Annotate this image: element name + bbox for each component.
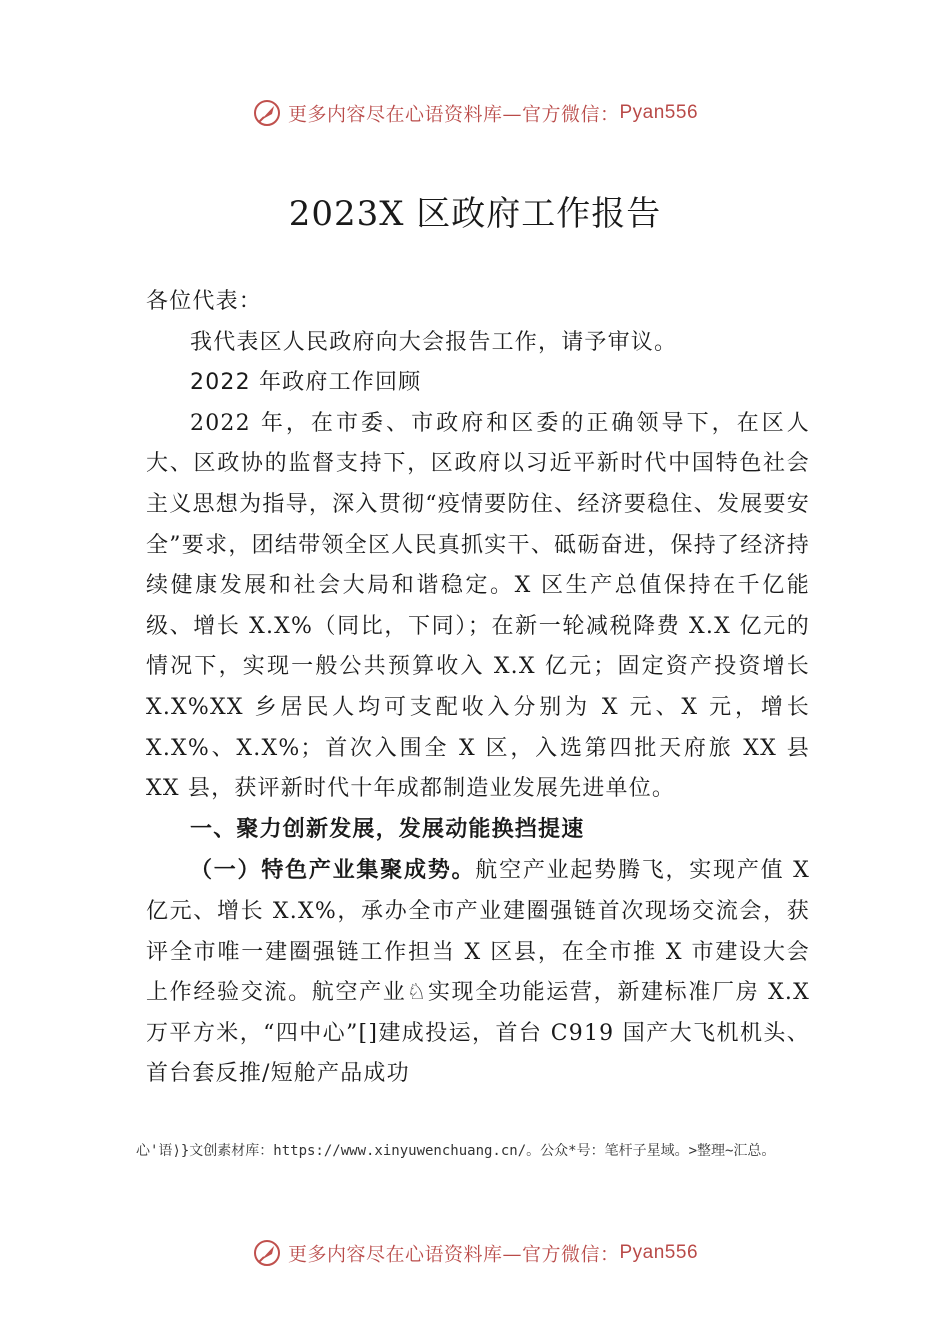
quill-logo-icon bbox=[252, 98, 282, 128]
quill-logo-icon bbox=[252, 1238, 282, 1268]
review-paragraph: 2022 年，在市委、市政府和区委的正确领导下，在区人大、区政协的监督支持下，区政府以习近平新时代中国特色社会主义思想为指导，深入贯彻“疫情要防住、经济要稳住、发展要安全”要求，团结带领全区人民真抓实干、砥砺奋进，保持了经济持续健康发展和社会大局和谐稳定。X 区生产总值保持在千亿能级、增长 X.X%（同比，下同）；在新一轮减税降费 X.X 亿元的情况下，实现一般公共预算收入 X.X 亿元；固定资产投资增长 X.X%XX 乡居民人均可支配收入分别为 X 元、X 元，增长 X.X%、X.X%；首次入围全 X 区，入选第四批天府旅 XX 县 XX 县，获评新时代十年成都制造业发展先进单位。 bbox=[146, 410, 810, 802]
subsection1-text: 航空产业起势腾飞，实现产值 X 亿元、增长 X.X%，承办全市产业建圈强链首次现场交流会，获评全市唯一建圈强链工作担当 X 区县，在全市推 X 市建设大会上作经验交流。航空产业♘实现全功能运营，新建标准厂房 X.X 万平方米，“四中心”[]建成投运，首台 C919 国产大飞机机头、首台套反推/短舱产品成功 bbox=[146, 858, 810, 1087]
banner-wechat-id: Pyan556 bbox=[619, 1242, 699, 1263]
section1-heading: 一、聚力创新发展，发展动能换挡提速 bbox=[190, 816, 585, 842]
subsection1-paragraph bbox=[146, 850, 810, 1095]
review-heading: 2022 年政府工作回顾 bbox=[190, 370, 422, 396]
subsection1-label: （一）特色产业集聚成势。 bbox=[190, 857, 476, 884]
salutation: 各位代表： bbox=[146, 289, 263, 314]
document-title: 2023X 区政府工作报告 bbox=[288, 194, 662, 234]
document-body bbox=[146, 282, 810, 1095]
banner-text: 更多内容尽在心语资料库—官方微信： bbox=[287, 1243, 620, 1266]
banner-text: 更多内容尽在心语资料库—官方微信： bbox=[287, 103, 620, 126]
intro-paragraph: 我代表区人民政府向大会报告工作，请予审议。 bbox=[190, 329, 678, 355]
footer-banner bbox=[0, 1238, 950, 1268]
banner-wechat-id: Pyan556 bbox=[619, 102, 699, 123]
footer-source-note: 心'语⟩}文创素材库：https://www.xinyuwenchuang.cn/。公众*号：笔杆子星域。>整理~汇总。 bbox=[136, 1143, 776, 1159]
header-banner bbox=[0, 98, 950, 128]
